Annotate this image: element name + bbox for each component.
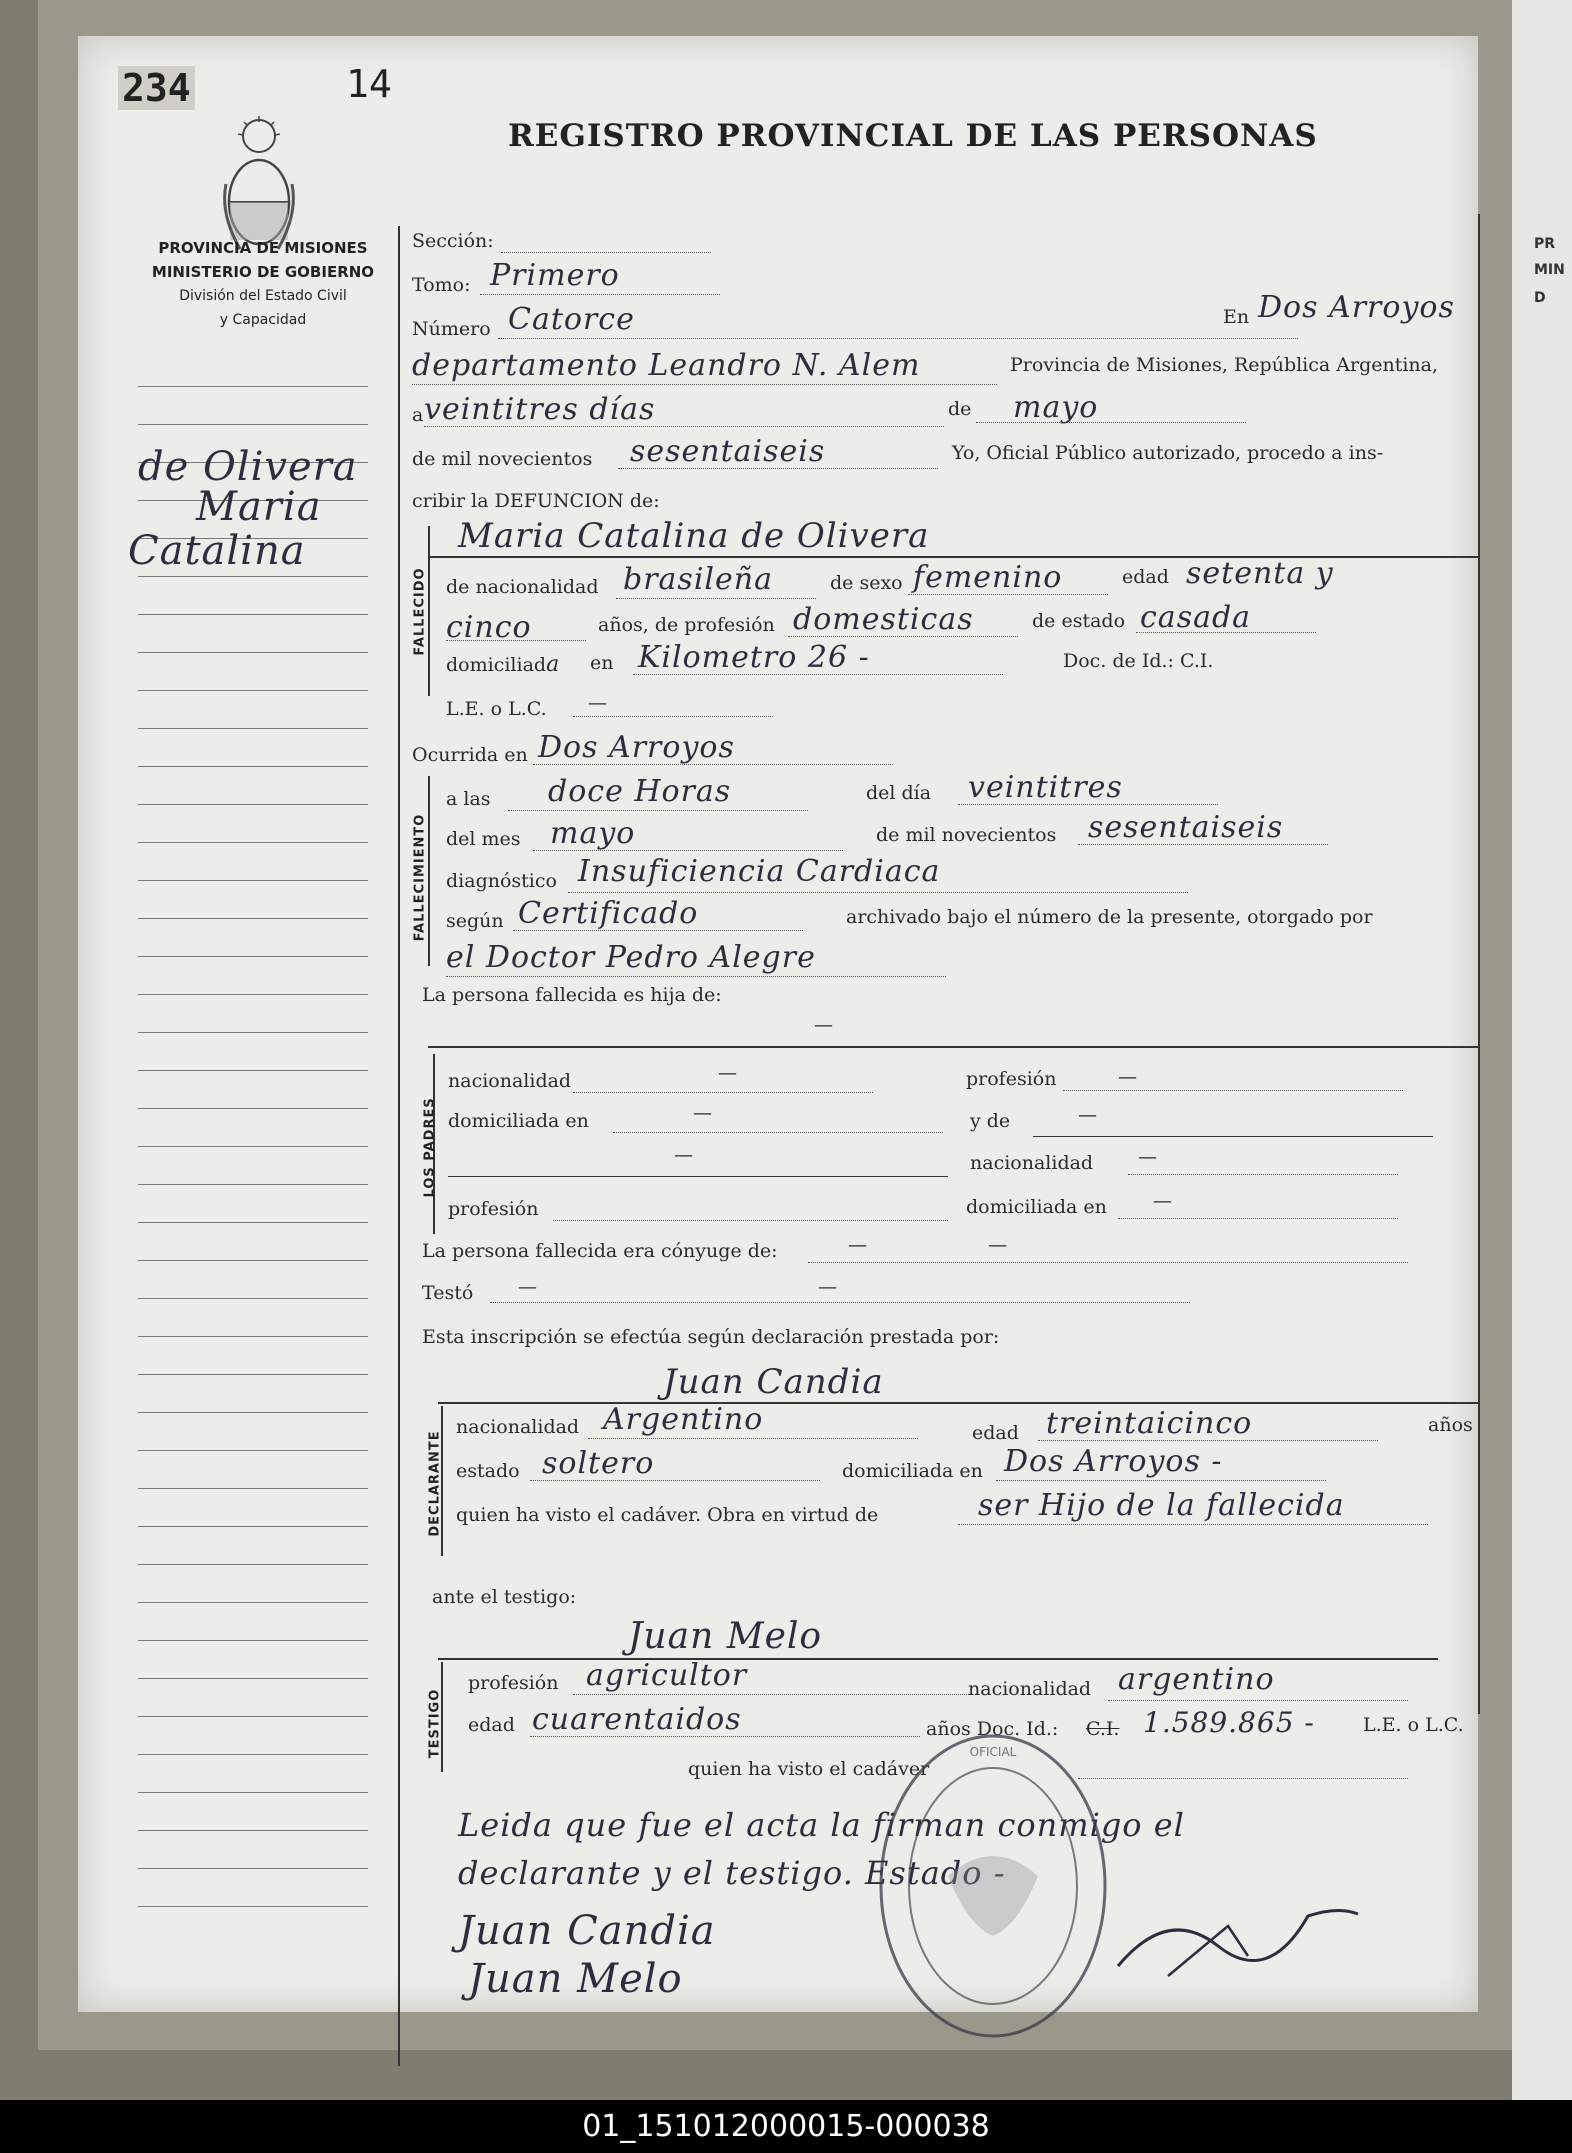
hw-p-nac2-dash: —: [1138, 1146, 1157, 1168]
ministry-line-4: y Capacidad: [219, 312, 307, 328]
dots-testo: [490, 1302, 1190, 1303]
side-label-padres: LOS PADRES: [422, 1097, 438, 1198]
dots-segun: [513, 930, 803, 931]
side-label-fallecimiento: FALLECIMIENTO: [412, 813, 428, 942]
official-signature-icon: [1108, 1886, 1368, 1986]
label-domiciliad-text: domiciliad: [446, 654, 547, 676]
label-estado: de estado: [1032, 610, 1126, 632]
hw-p-nac-dash: —: [718, 1062, 737, 1084]
ministry-line-1: PROVINCIA DE MISIONES: [158, 239, 368, 257]
label-t-le-lc: L.E. o L.C.: [1363, 1714, 1464, 1736]
dots-t-prof: [573, 1694, 973, 1695]
label-doc: Doc. de Id.: C.I.: [1063, 650, 1214, 672]
dots-sexo: [908, 594, 1108, 595]
dots-dia: [424, 426, 944, 427]
label-d-anos: años: [1428, 1414, 1473, 1436]
label-t-nacionalidad: nacionalidad: [968, 1678, 1092, 1700]
label-t-cadaver: quien ha visto el cadáver: [688, 1758, 930, 1780]
hw-t-edad: cuarentaidos: [532, 1702, 742, 1737]
dots-mes2: [533, 850, 843, 851]
dots-diagnostico: [568, 892, 1188, 893]
line-declarante: [438, 1402, 1478, 1404]
label-diagnostico: diagnóstico: [446, 870, 557, 892]
label-hija-de: La persona fallecida es hija de:: [422, 984, 722, 1006]
label-en: En: [1223, 306, 1250, 328]
next-page-edge: PR MIN D: [1512, 0, 1572, 2100]
hw-nacionalidad: brasileña: [623, 562, 773, 597]
label-d-edad: edad: [972, 1422, 1019, 1444]
dots-d-estado: [530, 1480, 820, 1481]
hw-numero: Catorce: [508, 302, 635, 337]
hw-en: Dos Arroyos: [1258, 290, 1455, 325]
hw-edad1: setenta y: [1186, 556, 1334, 591]
label-t-anos-doc: años Doc. Id.:: [926, 1718, 1059, 1740]
label-p-nacionalidad: nacionalidad: [448, 1070, 572, 1092]
label-le-lc: L.E. o L.C.: [446, 698, 547, 720]
hw-d-edad: treintaicinco: [1046, 1406, 1253, 1441]
dots-p-nac: [573, 1092, 873, 1093]
dots-nacionalidad: [616, 598, 816, 599]
hw-testo-dash-1: —: [518, 1276, 537, 1298]
label-conyuge: La persona fallecida era cónyuge de:: [422, 1240, 778, 1262]
hw-conyuge-dash-1: —: [848, 1234, 867, 1256]
label-seccion: Sección:: [412, 230, 494, 252]
label-de-mil: de mil novecientos: [412, 448, 593, 470]
hw-ocurrida: Dos Arroyos: [538, 730, 735, 765]
dots-d-virtud: [958, 1524, 1428, 1525]
hw-anio: sesentaiseis: [630, 434, 826, 469]
dots-d-edad: [1038, 1440, 1378, 1441]
label-de: de: [948, 398, 972, 420]
hw-firma-1: Juan Candia: [458, 1908, 716, 1954]
hw-testigo-nombre: Juan Melo: [628, 1616, 823, 1657]
hw-doctor: el Doctor Pedro Alegre: [446, 940, 816, 975]
margin-note-line-1: de Olivera: [138, 444, 358, 490]
side-label-testigo: TESTIGO: [427, 1688, 443, 1759]
label-t-profesion: profesión: [468, 1672, 559, 1694]
hw-padres-dash-1: —: [814, 1014, 833, 1036]
label-p-domiciliada-2: domiciliada en: [966, 1196, 1107, 1218]
hw-tomo: Primero: [490, 258, 620, 293]
hw-diagnostico: Insuficiencia Cardiaca: [578, 854, 941, 889]
label-provincia: Provincia de Misiones, República Argentina,: [1010, 354, 1439, 376]
dots-t-cadaver: [1078, 1778, 1408, 1779]
folio-number: 234: [118, 66, 195, 110]
hw-dia-num: veintitres: [968, 770, 1123, 805]
dots-d-nac: [588, 1438, 918, 1439]
hw-segun: Certificado: [518, 896, 699, 931]
dots-anio2: [1078, 844, 1328, 845]
label-t-ci: C.I.: [1086, 1718, 1120, 1740]
label-ante-testigo: ante el testigo:: [432, 1586, 577, 1608]
dots-hora: [508, 810, 808, 811]
hw-d-domicilio: Dos Arroyos -: [1004, 1444, 1223, 1479]
entry-number: 14: [346, 62, 392, 106]
label-del-dia: del día: [866, 782, 932, 804]
dots-ocurrida: [533, 764, 893, 765]
hw-p-yde-dash: —: [1078, 1104, 1097, 1126]
label-testo: Testó: [422, 1282, 474, 1304]
main-frame-left: [398, 226, 400, 2066]
hw-t-nacionalidad: argentino: [1118, 1662, 1275, 1697]
label-ocurrida: Ocurrida en: [412, 744, 528, 766]
hw-dia: veintitres días: [424, 392, 656, 427]
label-archivado: archivado bajo el número de la presente, otorgado por: [846, 906, 1373, 928]
dots-t-nac: [1108, 1700, 1408, 1701]
hw-t-profesion: agricultor: [586, 1658, 748, 1693]
hw-p-dom-dash: —: [693, 1102, 712, 1124]
hw-le-lc: —: [588, 692, 607, 714]
hw-hora: doce Horas: [548, 774, 732, 809]
dots-numero: [498, 338, 1298, 339]
seal-text: OFICIAL: [969, 1745, 1017, 1759]
label-a-las: a las: [446, 788, 491, 810]
hw-sexo: femenino: [913, 560, 1063, 595]
label-del-mes: del mes: [446, 828, 521, 850]
label-declaracion: Esta inscripción se efectúa según declaración prestada por:: [422, 1326, 1000, 1348]
hw-cierre-2: declarante y el testigo. Estado -: [458, 1854, 1006, 1892]
hw-departamento: departamento Leandro N. Alem: [412, 348, 921, 383]
label-oficial: Yo, Oficial Público autorizado, procedo a ins-: [952, 442, 1384, 464]
label-p-profesion-2: profesión: [448, 1198, 539, 1220]
label-anos-profesion: años, de profesión: [598, 614, 775, 636]
hw-mes2: mayo: [550, 816, 636, 851]
dots-profesion: [788, 636, 1018, 637]
hw-p-madre-dash: —: [674, 1144, 693, 1166]
hw-nombre: Maria Catalina de Olivera: [458, 516, 930, 556]
label-p-domiciliada: domiciliada en: [448, 1110, 589, 1132]
label-tomo: Tomo:: [412, 274, 471, 296]
hw-mes: mayo: [1013, 390, 1099, 425]
dots-t-edad: [530, 1736, 920, 1737]
dots-departamento: [412, 384, 997, 385]
hw-edad2: cinco: [446, 610, 532, 645]
dots-anio: [618, 468, 938, 469]
dots-edad2: [446, 640, 586, 641]
main-frame-right: [1478, 214, 1480, 1714]
margin-note-line-2: Maria: [196, 484, 322, 530]
dots-dia-num: [958, 804, 1218, 805]
line-madre-nombre: [448, 1176, 948, 1177]
hw-declarante-nombre: Juan Candia: [663, 1362, 884, 1402]
hw-domiciliada-suffix: a: [546, 652, 561, 677]
hw-domicilio: Kilometro 26 -: [638, 640, 870, 675]
dots-p-dom: [613, 1132, 943, 1133]
official-seal-icon: [868, 1726, 1118, 2046]
margin-lines: [138, 36, 378, 1936]
label-t-edad: edad: [468, 1714, 515, 1736]
hw-d-virtud: ser Hijo de la fallecida: [978, 1488, 1345, 1523]
label-a: a: [412, 404, 424, 426]
margin-note-line-3: Catalina: [128, 528, 306, 574]
label-p-nacionalidad-2: nacionalidad: [970, 1152, 1094, 1174]
side-label-fallecido: FALLECIDO: [412, 567, 428, 656]
hw-p-prof-dash: —: [1118, 1066, 1137, 1088]
dots-estado: [1136, 632, 1316, 633]
hw-t-doc: 1.589.865 -: [1143, 1706, 1315, 1739]
hw-firma-2: Juan Melo: [468, 1956, 683, 2002]
frame-fallecimiento: [428, 776, 430, 966]
hw-estado: casada: [1140, 600, 1252, 635]
hw-conyuge-dash-2: —: [988, 1234, 1007, 1256]
page-title: REGISTRO PROVINCIAL DE LAS PERSONAS: [508, 118, 1318, 154]
dots-doctor: [446, 976, 946, 977]
label-segun: según: [446, 910, 504, 932]
hw-testo-dash-2: —: [818, 1276, 837, 1298]
label-en-domicilio: en: [590, 652, 614, 674]
dots-tomo: [480, 294, 720, 295]
dots-le-lc: [573, 716, 773, 717]
hw-profesion: domesticas: [793, 602, 974, 637]
dots-mes: [976, 422, 1246, 423]
label-p-yde: y de: [970, 1110, 1011, 1132]
label-d-domiciliada: domiciliada en: [842, 1460, 983, 1482]
ministry-line-2: MINISTERIO DE GOBIERNO: [151, 263, 375, 281]
frame-fallecido: [428, 526, 430, 696]
label-nacionalidad: de nacionalidad: [446, 576, 599, 598]
line-padre: [428, 1046, 1478, 1048]
label-numero: Número: [412, 318, 491, 340]
image-id-footer: 01_151012000015-000038: [0, 2100, 1572, 2153]
label-p-profesion: profesión: [966, 1068, 1057, 1090]
dots-domicilio: [633, 674, 1003, 675]
dots-p-dom2: [1118, 1218, 1398, 1219]
line-madre: [1033, 1136, 1433, 1137]
dots-seccion: [501, 252, 711, 253]
label-d-nacionalidad: nacionalidad: [456, 1416, 580, 1438]
hw-cierre-1: Leida que fue el acta la firman conmigo el: [458, 1806, 1185, 1844]
ministry-line-3: División del Estado Civil: [179, 288, 347, 304]
hw-d-estado: soltero: [542, 1446, 655, 1481]
hw-anio2: sesentaiseis: [1088, 810, 1284, 845]
dots-p-prof: [1063, 1090, 1403, 1091]
label-d-cadaver: quien ha visto el cadáver. Obra en virtud de: [456, 1504, 879, 1526]
registry-page: [78, 36, 1478, 2012]
hw-d-nacionalidad: Argentino: [603, 1402, 764, 1437]
dots-d-dom: [996, 1480, 1326, 1481]
side-label-declarante: DECLARANTE: [427, 1430, 443, 1537]
dots-conyuge: [808, 1262, 1408, 1263]
label-d-estado: estado: [456, 1460, 520, 1482]
dots-p-nac2: [1128, 1174, 1398, 1175]
label-sexo: de sexo: [830, 572, 903, 594]
label-edad: edad: [1122, 566, 1169, 588]
label-inscribir: cribir la DEFUNCION de:: [412, 490, 660, 512]
label-de-mil-2: de mil novecientos: [876, 824, 1057, 846]
dots-p-prof2: [553, 1220, 948, 1221]
label-domiciliad: [446, 652, 560, 677]
hw-p-dom2-dash: —: [1153, 1190, 1172, 1212]
